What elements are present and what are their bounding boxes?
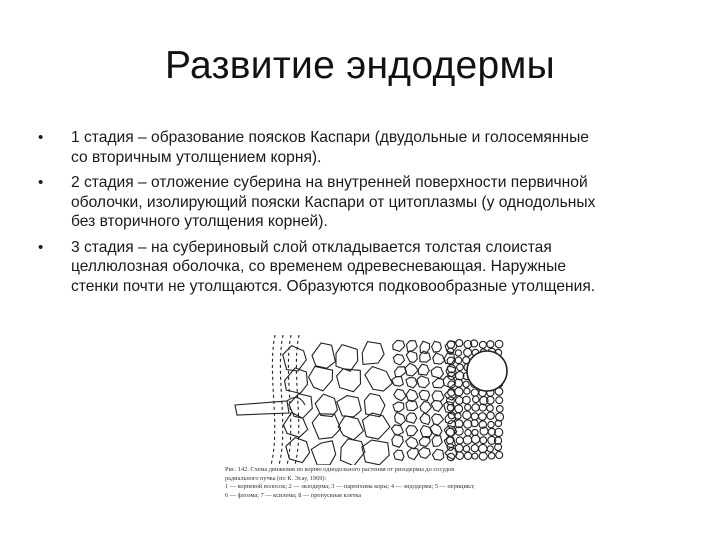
cell-outline — [395, 412, 406, 425]
cell-outline — [406, 351, 417, 363]
cell-outline — [447, 341, 455, 349]
cell-outline — [392, 435, 404, 448]
cell-outline — [463, 411, 471, 419]
cell-outline — [457, 364, 464, 371]
cell-outline — [464, 348, 472, 356]
cell-outline — [338, 416, 363, 440]
cell-outline — [456, 397, 464, 405]
cell-outline — [432, 341, 442, 352]
cell-outline — [479, 452, 487, 460]
cell-outline — [406, 426, 418, 436]
bullet-marker: • — [38, 238, 44, 256]
cell-outline — [464, 388, 470, 394]
cell-outline — [463, 446, 469, 452]
cell-outline — [456, 340, 463, 347]
cell-outline — [420, 351, 431, 362]
cell-outline — [446, 428, 454, 436]
cell-outline — [447, 397, 455, 405]
cell-outline — [479, 444, 487, 452]
epidermis-line — [271, 335, 275, 465]
cell-outline — [309, 366, 333, 390]
figure-caption — [225, 466, 515, 500]
cell-outline — [433, 353, 445, 364]
root-cross-section-icon — [225, 335, 515, 465]
caption-line: 1 — корневой волосок; 2 — экзодерма; 3 — паренхима коры; 4 — эндодерма; 5 — перицикл; — [225, 483, 475, 491]
cell-outline — [391, 425, 403, 435]
cell-outline — [497, 406, 504, 413]
cell-outline — [392, 377, 404, 387]
cell-outline — [393, 340, 405, 351]
cell-outline — [472, 429, 478, 435]
cell-outline — [479, 413, 487, 421]
cell-outline — [417, 376, 429, 388]
cell-outline — [456, 452, 464, 460]
slide-title: Развитие эндодермы — [165, 44, 555, 87]
cell-outline — [337, 396, 362, 417]
cell-outline — [471, 445, 478, 452]
vessel-outline — [467, 351, 507, 391]
cell-outline — [487, 446, 493, 452]
cell-outline — [472, 404, 479, 411]
cell-outline — [418, 448, 430, 459]
cell-outline — [393, 354, 404, 365]
cell-outline — [455, 388, 463, 396]
cell-outline — [420, 402, 431, 414]
cell-outline — [455, 405, 463, 413]
cell-outline — [464, 420, 472, 428]
cell-outline — [447, 405, 453, 411]
cell-outline — [456, 437, 463, 444]
cell-outline — [341, 439, 365, 465]
bullet-marker: • — [38, 174, 44, 191]
cell-outline — [455, 444, 463, 452]
root-cross-section-figure — [225, 335, 515, 535]
bullet-marker: • — [38, 129, 44, 146]
bullet-line: со вторичным утолщением корня). — [71, 148, 322, 166]
cell-outline — [488, 421, 494, 427]
cell-outline — [312, 343, 335, 368]
bullet-item — [38, 238, 688, 297]
cell-outline — [471, 413, 478, 420]
cell-outline — [407, 341, 418, 352]
cell-outline — [315, 394, 337, 416]
cell-outline — [337, 369, 361, 392]
cell-outline — [311, 441, 335, 465]
bullet-line: 3 стадия – на субериновый слой откладывается толстая слоистая — [71, 238, 552, 256]
cell-outline — [362, 342, 384, 365]
epidermis-line — [295, 335, 299, 465]
cell-outline — [394, 450, 404, 460]
cell-outline — [455, 413, 461, 419]
cell-outline — [393, 402, 404, 412]
cell-outline — [418, 364, 429, 375]
cell-outline — [363, 413, 391, 439]
cell-outline — [487, 412, 494, 419]
cell-outline — [463, 381, 469, 387]
cell-outline — [472, 453, 478, 459]
cell-outline — [487, 405, 494, 412]
bullet-line: 1 стадия – образование поясков Каспари (двудольные и голосемянные — [71, 129, 589, 146]
cell-outline — [463, 396, 471, 404]
cell-outline — [312, 414, 340, 439]
cell-outline — [406, 437, 418, 449]
bullet-line: 2 стадия – отложение суберина на внутренней поверхности первичной — [71, 174, 588, 191]
bullet-item — [38, 128, 688, 167]
bullet-line: оболочки, изолирующий пояски Каспари от цитоплазмы (у однодольных — [71, 193, 596, 211]
cell-outline — [431, 401, 443, 412]
cell-outline — [432, 414, 444, 425]
cell-outline — [480, 437, 487, 444]
root-hair-outline — [235, 398, 305, 415]
cell-outline — [283, 346, 307, 371]
cell-outline — [472, 435, 480, 443]
cell-outline — [431, 367, 443, 378]
cell-outline — [419, 390, 430, 400]
cell-outline — [432, 449, 443, 460]
cell-outline — [406, 377, 417, 388]
cell-outline — [289, 394, 312, 419]
cell-outline — [496, 413, 504, 421]
cell-outline — [465, 430, 471, 436]
cell-outline — [496, 452, 503, 459]
cell-outline — [473, 396, 480, 403]
bullet-item — [38, 173, 688, 232]
cell-outline — [487, 341, 494, 348]
cell-outline — [362, 440, 389, 465]
cell-outline — [394, 389, 406, 401]
cell-outline — [432, 391, 444, 401]
cell-outline — [432, 379, 444, 388]
cell-outline — [406, 389, 418, 401]
cell-outline — [406, 413, 416, 423]
cell-outline — [432, 436, 442, 447]
caption-line: радиального пучка (по К. Эсау, 1969): — [225, 474, 327, 482]
cell-outline — [365, 367, 393, 392]
cell-outline — [496, 397, 503, 404]
cell-outline — [464, 452, 471, 459]
bullet-line: целлюлозная оболочка, со временем одревесневающая. Наружные — [71, 258, 566, 275]
cell-outline — [420, 413, 430, 425]
cell-outline — [407, 448, 418, 460]
cell-outline — [465, 404, 471, 410]
cell-outline — [488, 453, 494, 459]
cell-outline — [495, 340, 503, 348]
bullet-line: стенки почти не утолщаются. Образуются подковообразные утолщения. — [71, 277, 596, 295]
cell-outline — [447, 437, 454, 444]
bullet-list — [38, 128, 688, 302]
cell-outline — [463, 436, 471, 444]
cell-outline — [448, 421, 456, 429]
bullet-line: без вторичного утолщения корней). — [71, 213, 328, 230]
caption-line: 6 — флоэма; 7 — ксилема; 8 — пропускная клетка — [225, 491, 362, 499]
cell-outline — [336, 345, 358, 372]
caption-line: Рис. 142. Схема движения по корню однодольного растения от ризодермы до сосудов — [225, 466, 455, 473]
cell-outline — [479, 341, 486, 348]
cell-outline — [471, 389, 478, 396]
cell-outline — [455, 350, 461, 356]
cell-outline — [405, 363, 418, 376]
cell-outline — [455, 357, 462, 364]
cell-outline — [395, 367, 406, 377]
